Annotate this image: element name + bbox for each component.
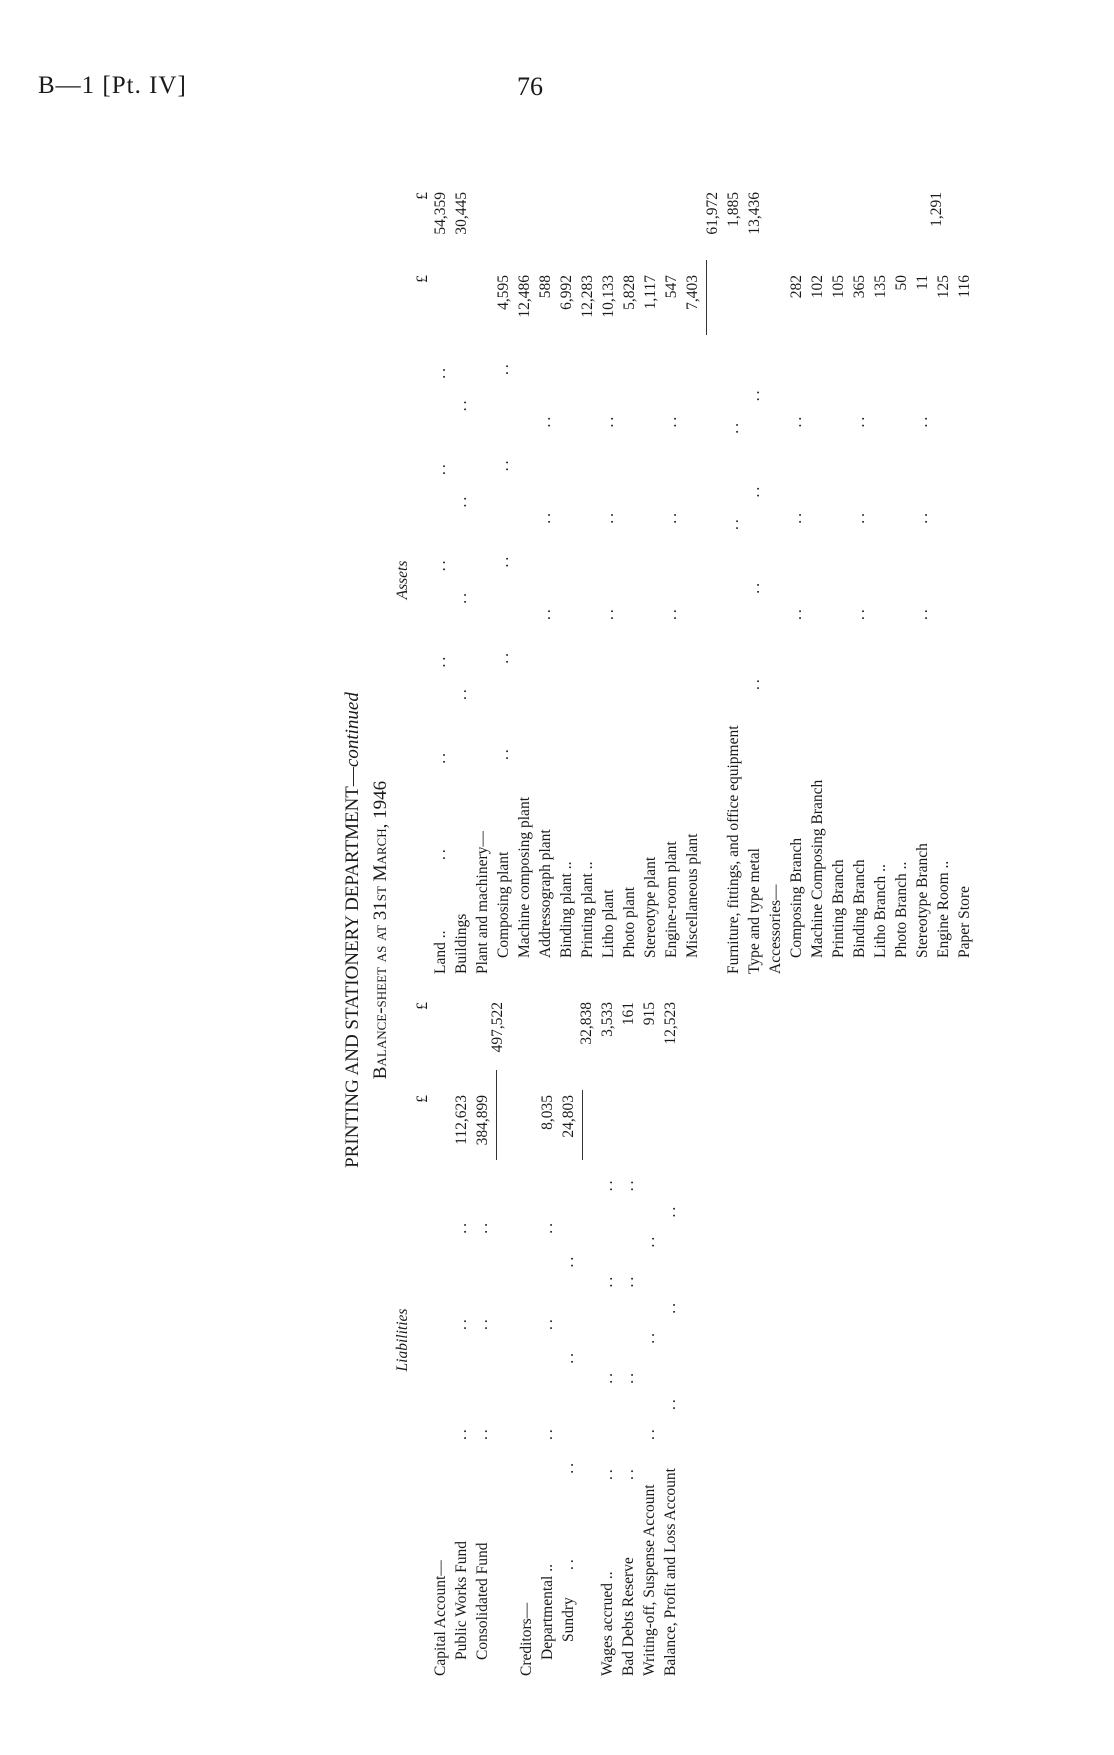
dot-leader: .. .. .. [453, 1220, 470, 1440]
page-number: 76 [517, 72, 543, 101]
wages-amount: 3,533 [599, 1002, 616, 1037]
plant-item-label: Engine-room plant [663, 841, 680, 958]
dot-leader: .. .. .. [914, 413, 931, 620]
rule [496, 1070, 497, 1160]
bad-debts-label: Bad Debts Reserve [620, 1557, 637, 1676]
accessories-total: 1,291 [928, 192, 945, 227]
dot-leader: .. .. .. [641, 1233, 658, 1440]
assets-col2-header: £ [414, 192, 431, 200]
dot-leader: .. .. .. [788, 413, 805, 620]
sundry-label: Sundry [560, 1597, 577, 1642]
plant-machinery-label: Plant and machinery— [474, 831, 491, 974]
plant-item-amount: 1,117 [642, 275, 659, 310]
dot-leader: .. .. .. .. .. .. [432, 365, 449, 860]
plant-item-amount: 12,486 [516, 275, 533, 318]
land-total: 54,359 [432, 192, 449, 235]
dot-leader: .. .. .. .. [599, 1177, 616, 1480]
balance-label: Balance, Profit and Loss Account [662, 1468, 679, 1676]
departmental-label: Departmental .. [539, 1564, 556, 1660]
accessory-amount: 105 [830, 275, 847, 299]
plant-item-label: Composing plant [495, 851, 512, 958]
dot-leader: .. .. .. [851, 413, 868, 620]
accessory-amount: 116 [956, 275, 973, 298]
plant-item-label: Printing plant .. [579, 861, 596, 958]
assets-col1-header: £ [414, 275, 431, 283]
plant-item-label: Binding plant .. [558, 861, 575, 958]
plant-item-label: Machine composing plant [516, 797, 533, 958]
accessory-label: Photo Branch .. [893, 861, 910, 958]
plant-item-amount: 4,595 [495, 275, 512, 310]
land-label: Land .. [432, 930, 449, 974]
departmental-amount: 8,035 [539, 1095, 556, 1130]
rule [582, 1090, 583, 1160]
accessory-label: Composing Branch [788, 837, 805, 958]
accessory-label: Machine Composing Branch [809, 779, 826, 958]
accessory-amount: 365 [851, 275, 868, 299]
dot-leader: .. .. [725, 420, 742, 530]
creditors-total: 32,838 [578, 1002, 595, 1045]
plant-item-label: Miscellaneous plant [684, 833, 701, 958]
sheet-subtitle: Balance-sheet as at 31st March, 1946 [370, 780, 391, 1080]
title-text: PRINTING AND STATIONERY DEPARTMENT— [342, 767, 363, 1168]
accessories-label: Accessories— [767, 884, 784, 974]
type-metal-total: 13,436 [746, 192, 763, 235]
dot-leader: .. .. .. .. [560, 1253, 577, 1570]
sundry-amount: 24,803 [560, 1095, 577, 1138]
consolidated-amount: 384,899 [474, 1095, 491, 1146]
type-metal-label: Type and type metal [746, 848, 763, 974]
accessory-label: Paper Store [956, 886, 973, 958]
plant-item-amount: 5,828 [621, 275, 638, 310]
liabilities-heading: Liabilities [394, 1308, 411, 1372]
furniture-total: 1,885 [725, 192, 742, 227]
sheet-title [342, 180, 363, 1680]
plant-item-label: Addressograph plant [537, 829, 554, 958]
page-reference: B—1 [Pt. IV] [38, 72, 187, 99]
plant-item-amount: 7,403 [684, 275, 701, 310]
accessory-amount: 102 [809, 275, 826, 299]
accessory-amount: 282 [788, 275, 805, 299]
assets-heading: Assets [394, 560, 411, 600]
plant-item-amount: 12,283 [579, 275, 596, 318]
accessory-label: Binding Branch [851, 859, 868, 958]
capital-account-label: Capital Account— [432, 1560, 449, 1676]
accessory-amount: 11 [914, 275, 931, 290]
liabilities-col2-header: £ [414, 1002, 431, 1010]
dot-leader: .. .. .. [474, 1220, 491, 1440]
accessory-label: Litho Branch .. [872, 864, 889, 958]
title-continued: continued [342, 692, 363, 768]
balance-amount: 12,523 [662, 1002, 679, 1045]
public-works-label: Public Works Fund [453, 1540, 470, 1660]
writing-off-label: Writing-off, Suspense Account [641, 1484, 658, 1676]
accessory-label: Engine Room .. [935, 860, 952, 958]
plant-item-amount: 10,133 [600, 275, 617, 318]
plant-total: 61,972 [704, 192, 721, 235]
dot-leader: .. .. .. [537, 413, 554, 620]
plant-item-label: Litho plant [600, 889, 617, 958]
capital-total: 497,522 [489, 1002, 506, 1053]
dot-leader: .. .. .. .. [746, 387, 763, 690]
plant-item-amount: 6,992 [558, 275, 575, 310]
plant-item-label: Photo plant [621, 886, 638, 958]
dot-leader: .. .. .. [600, 413, 617, 620]
liabilities-col1-header: £ [414, 1095, 431, 1103]
accessory-amount: 50 [893, 275, 910, 291]
buildings-total: 30,445 [453, 192, 470, 235]
buildings-label: Buildings [453, 913, 470, 974]
creditors-label: Creditors— [518, 1602, 535, 1676]
dot-leader: .. .. .. .. [453, 397, 470, 700]
dot-leader: .. .. .. [662, 1203, 679, 1410]
writing-off-amount: 915 [641, 1002, 658, 1026]
dot-leader: .. .. .. [663, 413, 680, 620]
bad-debts-amount: 161 [620, 1002, 637, 1026]
accessory-label: Stereotype Branch [914, 843, 931, 958]
furniture-label: Furniture, fittings, and office equipment [725, 725, 742, 974]
rule [706, 260, 707, 335]
accessory-amount: 135 [872, 275, 889, 299]
accessory-amount: 125 [935, 275, 952, 299]
dot-leader: .. .. .. [539, 1220, 556, 1440]
dot-leader: .. .. .. .. [620, 1177, 637, 1480]
plant-item-amount: 547 [663, 275, 680, 299]
dot-leader: .. .. .. .. .. [495, 361, 512, 760]
wages-label: Wages accrued .. [599, 1571, 616, 1676]
plant-item-label: Stereotype plant [642, 856, 659, 958]
plant-item-amount: 588 [537, 275, 554, 299]
consolidated-label: Consolidated Fund [474, 1542, 491, 1660]
public-works-amount: 112,623 [453, 1095, 470, 1145]
balance-sheet [330, 180, 973, 1680]
accessory-label: Printing Branch [830, 859, 847, 958]
